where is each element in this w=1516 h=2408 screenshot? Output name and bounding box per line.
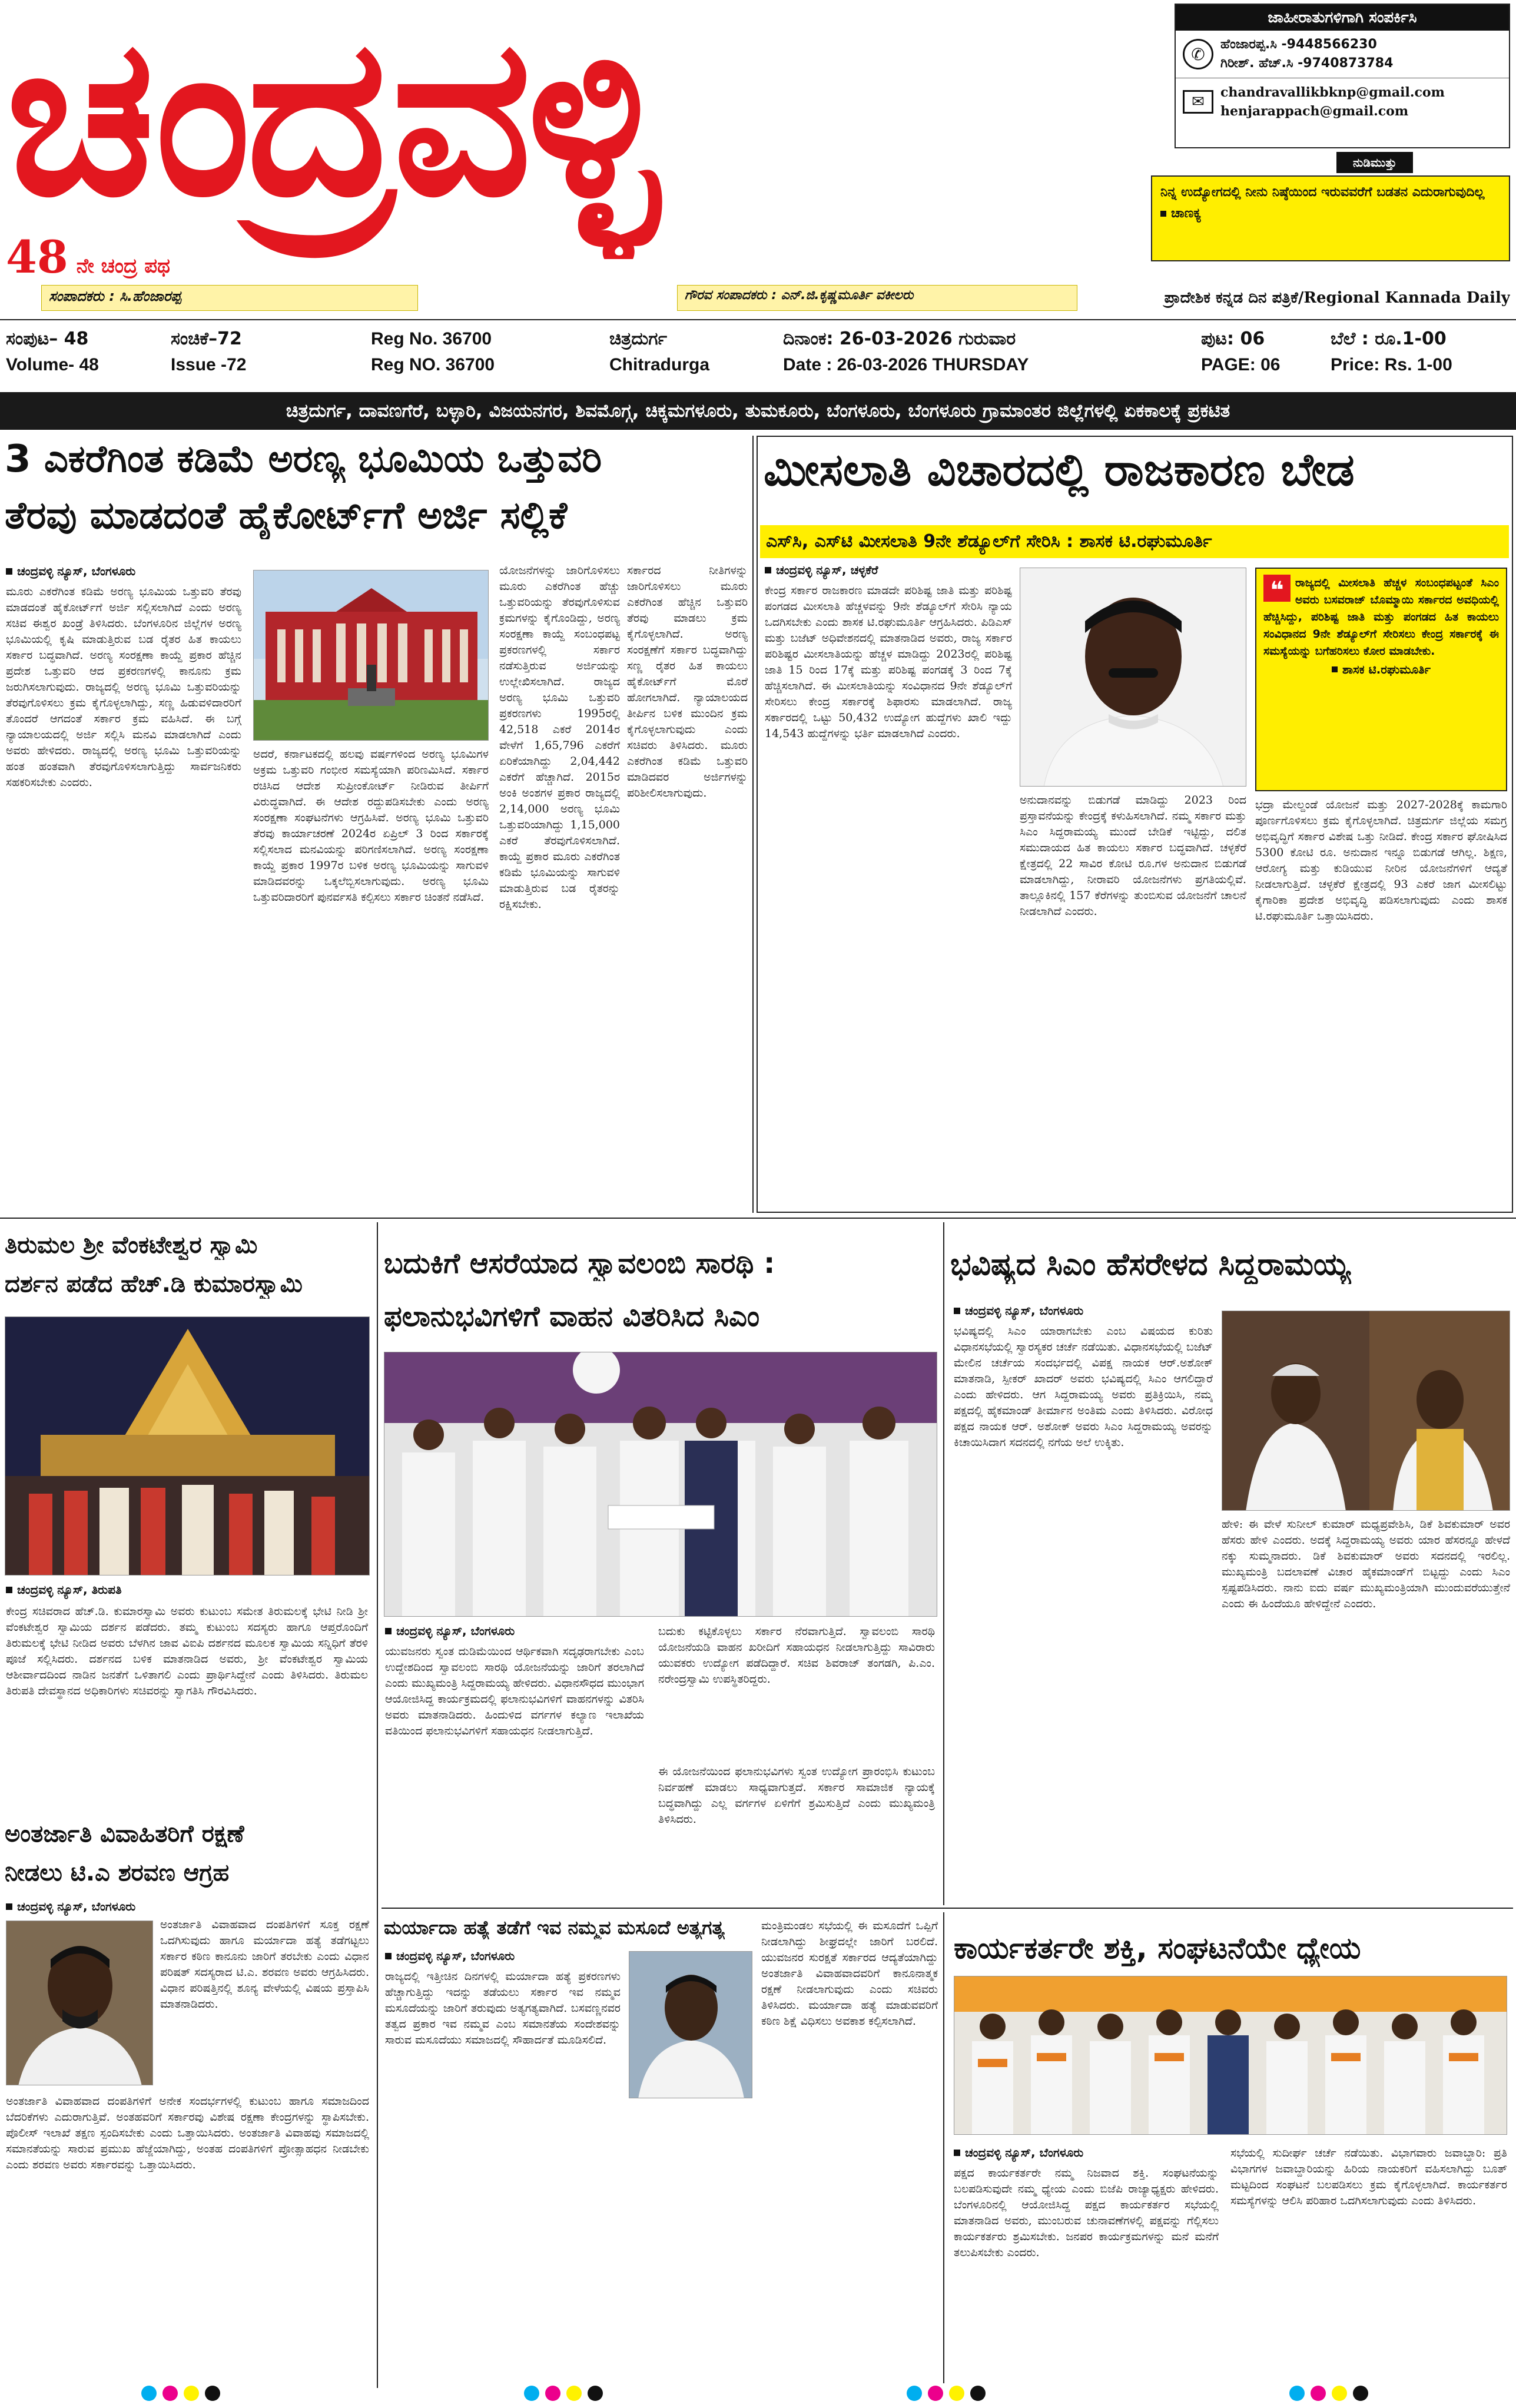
self-employment-col-3: ಈ ಯೋಜನೆಯಿಂದ ಫಲಾನುಭವಿಗಳು ಸ್ವಂತ ಉದ್ಯೋಗ ಪ್ರಾರಂಭಿಸಿ ಕುಟುಂಬ ನಿರ್ವಹಣೆ ಮಾಡಲು ಸಾಧ್ಯವಾಗುತ್ತದೆ. ಸರ್ಕಾರ ಸಾಮಾಜಿಕ ನ್ಯಾಯಕ್ಕೆ ಬದ್ಧವಾಗಿದ್ದು ಎಲ್ಲ ವರ್ಗಗಳ ಏಳಿಗೆಗೆ ಶ್ರಮಿಸುತ್ತಿದೆ ಎಂದು ಮುಖ್ಯಮಂತ್ರಿ ತಿಳಿಸಿದರು. [658, 1765, 935, 1826]
self-employment-col-1: ಯುವಜನರು ಸ್ವಂತ ದುಡಿಮೆಯಿಂದ ಆರ್ಥಿಕವಾಗಿ ಸದೃಢರಾಗಬೇಕು ಎಂಬ ಉದ್ದೇಶದಿಂದ ಸ್ವಾವಲಂಬಿ ಸಾರಥಿ ಯೋಜನೆಯನ್ನು ಜಾರಿಗೆ ತರಲಾಗಿದೆ ಎಂದು ಮುಖ್ಯಮಂತ್ರಿ ಸಿದ್ದರಾಮಯ್ಯ ಹೇಳಿದರು. ವಿಧಾನಸೌಧದ ಮುಂಭಾಗ ಆಯೋಜಿಸಿದ್ದ ಕಾರ್ಯಕ್ರಮದಲ್ಲಿ ಫಲಾನುಭವಿಗಳಿಗೆ ವಾಹನಗಳನ್ನು ವಿತರಿಸಿ ಅವರು ಮಾತನಾಡಿದರು. ಹಿಂದುಳಿದ ವರ್ಗಗಳ ಕಲ್ಯಾಣ ಇಲಾಖೆಯ ವತಿಯಿಂದ ಫಲಾನುಭವಿಗಳಿಗೆ ಸಹಾಯಧನ ನೀಡಲಾಗುತ್ತಿದೆ. [385, 1645, 644, 1737]
workers-col-2: ಸಭೆಯಲ್ಲಿ ಸುದೀರ್ಘ ಚರ್ಚೆ ನಡೆಯಿತು. ವಿಭಾಗವಾರು ಜವಾಬ್ದಾರಿ: ಪ್ರತಿ ವಿಭಾಗಗಳ ಜವಾಬ್ದಾರಿಯನ್ನು ಹಿರಿಯ ನಾಯಕರಿಗೆ ವಹಿಸಲಾಗಿದ್ದು ಬೂತ್ ಮಟ್ಟದಿಂದ ಸಂಘಟನೆ ಬಲಪಡಿಸಲು ಕ್ರಮ ಕೈಗೊಳ್ಳಲಾಗಿದೆ. ಕಾರ್ಯಕರ್ತರ ಸಮಸ್ಯೆಗಳನ್ನು ಆಲಿಸಿ ಪರಿಹಾರ ಒದಗಿಸಲಾಗುವುದು ಎಂದು ತಿಳಿಸಿದರು. [1230, 2147, 1507, 2207]
magenta-dot [928, 2386, 943, 2401]
self-employment-col-2: ಬದುಕು ಕಟ್ಟಿಕೊಳ್ಳಲು ಸರ್ಕಾರ ನೆರವಾಗುತ್ತಿದೆ. ಸ್ವಾವಲಂಬಿ ಸಾರಥಿ ಯೋಜನೆಯಡಿ ವಾಹನ ಖರೀದಿಗೆ ಸಹಾಯಧನ ನೀಡಲಾಗುತ್ತಿದ್ದು ಸಾವಿರಾರು ಯುವಕರು ಉದ್ಯೋಗ ಪಡೆದಿದ್ದಾರೆ. ಸಚಿವ ಶಿವರಾಜ್ ತಂಗಡಗಿ, ಪಿ.ಎಂ. ನರೇಂದ್ರಸ್ವಾಮಿ ಉಪಸ್ಥಿತರಿದ್ದರು. [658, 1625, 935, 1686]
price-en: Price: Rs. 1-00 [1331, 355, 1452, 374]
forest-col-1: ಮೂರು ಎಕರೆಗಿಂತ ಕಡಿಮೆ ಅರಣ್ಯ ಭೂಮಿಯ ಒತ್ತುವರಿ ತೆರವು ಮಾಡದಂತೆ ಹೈಕೋರ್ಟ್‌ಗೆ ಅರ್ಜಿ ಸಲ್ಲಿಸಲಾಗಿದೆ ಎಂದು ಅರಣ್ಯ ಸಚಿವ ಈಶ್ವರ ಖಂಡ್ರೆ ತಿಳಿಸಿದರು. ಬೆಂಗಳೂರಿನ ಜಿಲ್ಲೆಗಳ ಅರಣ್ಯ ಭೂಮಿಯಲ್ಲಿ ಕೃಷಿ ಮಾಡುತ್ತಿರುವ ಬಡ ರೈತರ ಹಿತ ಕಾಯಲು ಸರ್ಕಾರ ಬದ್ಧವಾಗಿದೆ. ಅರಣ್ಯ ಸಂರಕ್ಷಣಾ ಕಾಯ್ದೆ ಪ್ರಕಾರ ಹೆಚ್ಚಿನ ಪ್ರದೇಶ ಒತ್ತುವರಿ ಆದ ಪ್ರಕರಣಗಳಲ್ಲಿ ಕಾನೂನು ಕ್ರಮ ಜರುಗಿಸಲಾಗುವುದು. ರಾಜ್ಯದಲ್ಲಿ ಅರಣ್ಯ ಭೂಮಿ ಒತ್ತುವರಿಯನ್ನು ತೆರವುಗೊಳಿಸಲು ಕ್ರಮ ಕೈಗೊಳ್ಳಲಾಗಿದ್ದು, ಸಣ್ಣ ಹಿಡುವಳಿದಾರರಿಗೆ ತೊಂದರೆ ಆಗದಂತೆ ಸರ್ಕಾರ ಕ್ರಮ ವಹಿಸಿದೆ. ಈ ಬಗ್ಗೆ ನ್ಯಾಯಾಲಯದಲ್ಲಿ ಅರ್ಜಿ ಸಲ್ಲಿಸಿ ಮನವಿ ಮಾಡಲಾಗಿದೆ ಎಂದು ಅವರು ಹೇಳಿದರು. ರಾಜ್ಯದಲ್ಲಿ ಅರಣ್ಯ ಭೂಮಿ ಒತ್ತುವರಿಯನ್ನು ಹಂತ ಹಂತವಾಗಿ ತೆರವುಗೊಳಿಸಲಾಗುತ್ತಿದ್ದು ಸಾರ್ವಜನಿಕರು ಸಹಕರಿಸಬೇಕು ಎಂದರು. [6, 585, 241, 789]
quote-box [1151, 175, 1510, 261]
magenta-dot [545, 2386, 560, 2401]
volume-en: Volume- 48 [6, 355, 99, 374]
reg-number-2: Reg NO. 36700 [371, 355, 495, 374]
bullet-icon [1332, 666, 1338, 672]
quote-marks-icon: ❝ [1263, 575, 1291, 602]
email-icon: ✉ [1183, 90, 1213, 114]
registration-marks-right [1289, 2386, 1368, 2401]
assembly-photo [1222, 1311, 1510, 1511]
honorary-editor-box [677, 285, 1077, 311]
honor-killing-headline: ಮರ್ಯಾದಾ ಹತ್ಯೆ ತಡೆಗೆ ಇವ ನಮ್ಮವ ಮಸೂದೆ ಅತ್ಯಗತ್ಯ [384, 1916, 725, 1939]
registration-marks-center-left [524, 2386, 603, 2401]
mla-portrait-image [1020, 568, 1246, 787]
vehicle-distribution-photo [384, 1352, 937, 1617]
minister-portrait-image [629, 1952, 752, 2098]
future-cm-headline: ಭವಿಷ್ಯದ ಸಿಎಂ ಹೆಸರೇಳದ ಸಿದ್ದರಾಮಯ್ಯ [950, 1247, 1351, 1282]
reservation-headline: ಮೀಸಲಾತಿ ವಿಚಾರದಲ್ಲಿ ರಾಜಕಾರಣ ಬೇಡ [764, 443, 1355, 496]
future-cm-col-1: ಭವಿಷ್ಯದಲ್ಲಿ ಸಿಎಂ ಯಾರಾಗಬೇಕು ಎಂಬ ವಿಷಯದ ಕುರಿತು ವಿಧಾನಸಭೆಯಲ್ಲಿ ಸ್ವಾರಸ್ಯಕರ ಚರ್ಚೆ ನಡೆಯಿತು. ವಿಧಾನಸಭೆಯಲ್ಲಿ ಬಜೆಟ್ ಮೇಲಿನ ಚರ್ಚೆಯ ಸಂದರ್ಭದಲ್ಲಿ ವಿಪಕ್ಷ ನಾಯಕ ಆರ್.ಅಶೋಕ್ ಮಾತನಾಡಿ, ಸ್ಪೀಕರ್ ಖಾದರ್ ಅವರು ಭವಿಷ್ಯದಲ್ಲಿ ಸಿಎಂ ಆಗಲಿದ್ದಾರೆ ಎಂದು ಹೇಳಿದರು. ಆಗ ಸಿದ್ದರಾಮಯ್ಯ ಅವರು ಪ್ರತಿಕ್ರಿಯಿಸಿ, ನಮ್ಮ ಪಕ್ಷದಲ್ಲಿ ಹೈಕಮಾಂಡ್ ತೀರ್ಮಾನ ಅಂತಿಮ ಎಂದು ತಿಳಿಸಿದರು. ವಿರೋಧ ಪಕ್ಷದ ನಾಯಕ ಆರ್. ಅಶೋಕ್ ಅವರು ಸಿಎಂ ಸಿದ್ದರಾಮಯ್ಯ ಅವರನ್ನು ಕಿಚಾಯಿಸಿದಾಗ ಸದನದಲ್ಲಿ ನಗೆಯ ಅಲೆ ಉಕ್ಕಿತು. [954, 1325, 1213, 1449]
magenta-dot [1311, 2386, 1326, 2401]
intercaste-headline-1: ಅಂತರ್ಜಾತಿ ವಿವಾಹಿತರಿಗೆ ರಕ್ಷಣೆ [5, 1820, 244, 1848]
price-kn: ಬೆಲೆ : ರೂ.1-00 [1331, 329, 1447, 349]
masthead [0, 0, 1516, 318]
self-employment-headline-2: ಫಲಾನುಭವಿಗಳಿಗೆ ವಾಹನ ವಿತರಿಸಿದ ಸಿಎಂ [384, 1300, 760, 1333]
tagline: ಪ್ರಾದೇಶಿಕ ಕನ್ನಡ ದಿನ ಪತ್ರಿಕೆ/Regional Kannada Daily [1164, 289, 1510, 307]
future-cm-col-2: ಹೇಳಿ: ಈ ವೇಳೆ ಸುನೀಲ್ ಕುಮಾರ್ ಮಧ್ಯಪ್ರವೇಶಿಸಿ, ಡಿಕೆ ಶಿವಕುಮಾರ್ ಅವರ ಹೆಸರು ಹೇಳಿ ಎಂದರು. ಅದಕ್ಕೆ ಸಿದ್ದರಾಮಯ್ಯ ಅವರು ಯಾರ ಹೆಸರನ್ನೂ ಹೇಳದೆ ನಕ್ಕು ಸುಮ್ಮನಾದರು. ಡಿಕೆ ಶಿವಕುಮಾರ್ ಅವರು ಸದನದಲ್ಲಿ ಇರಲಿಲ್ಲ. ಮುಖ್ಯಮಂತ್ರಿ ಬದಲಾವಣೆ ವಿಚಾರ ಹೈಕಮಾಂಡ್‌ಗೆ ಬಿಟ್ಟದ್ದು ಎಂದು ಸಿಎಂ ಸ್ಪಷ್ಟಪಡಿಸಿದರು. ನಾನು ಐದು ವರ್ಷ ಮುಖ್ಯಮಂತ್ರಿಯಾಗಿ ಮುಂದುವರೆಯುತ್ತೇನೆ ಎಂದು ಈ ಹಿಂದೆಯೂ ಹೇಳಿದ್ದೇನೆ ಎಂದರು. [1222, 1518, 1510, 1610]
article-forest [0, 436, 751, 1213]
speaker-portrait-image [6, 1921, 153, 2085]
mla-photo [1020, 568, 1246, 787]
tirumala-photo [5, 1316, 370, 1576]
article-tirumala [0, 1222, 374, 1811]
forest-headline-1: 3 ಎಕರೆಗಿಂತ ಕಡಿಮೆ ಅರಣ್ಯ ಭೂಮಿಯ ಒತ್ತುವರಿ [5, 437, 602, 481]
yellow-dot [184, 2386, 199, 2401]
article-reservation [757, 436, 1513, 1213]
forest-col-3: ಯೋಜನೆಗಳನ್ನು ಜಾರಿಗೊಳಿಸಲು ಮೂರು ಎಕರೆಗಿಂತ ಹೆಚ್ಚು ಒತ್ತುವರಿಯನ್ನು ತೆರವುಗೊಳಿಸುವ ಕ್ರಮಗಳನ್ನು ಕೈಗೊಂಡಿದ್ದು, ಅರಣ್ಯ ಸಂರಕ್ಷಣಾ ಕಾಯ್ದೆ ಸಂಬಂಧಪಟ್ಟ ಪ್ರಕರಣಗಳಲ್ಲಿ ಸರ್ಕಾರ ನಡೆಸುತ್ತಿರುವ ಅರ್ಜಿಯನ್ನು ಉಲ್ಲೇಖಿಸಲಾಗಿದೆ. ರಾಜ್ಯದ ಅರಣ್ಯ ಭೂಮಿ ಒತ್ತುವರಿ ಪ್ರಕರಣಗಳು 1995ರಲ್ಲಿ 42,518 ಎಕರೆ 2014ರ ವೇಳೆಗೆ 1,65,796 ಎಕರೆಗೆ ಏರಿಕೆಯಾಗಿದ್ದು 2,04,442 ಎಕರೆಗೆ ಹೆಚ್ಚಾಗಿದೆ. 2015ರ ಅಂಕಿ ಅಂಶಗಳ ಪ್ರಕಾರ ರಾಜ್ಯದಲ್ಲಿ 2,14,000 ಅರಣ್ಯ ಭೂಮಿ ಒತ್ತುವರಿಯಾಗಿದ್ದು 1,15,000 ಎಕರೆ ತೆರವುಗೊಳಿಸಲಾಗಿದೆ. ಕಾಯ್ದೆ ಪ್ರಕಾರ ಮೂರು ಎಕರೆಗಿಂತ ಕಡಿಮೆ ಭೂಮಿಯನ್ನು ಸಾಗುವಳಿ ಮಾಡುತ್ತಿರುವ ಬಡ ರೈತರನ್ನು ರಕ್ಷಿಸಬೇಕು. [499, 564, 620, 911]
workers-headline: ಕಾರ್ಯಕರ್ತರೇ ಶಕ್ತಿ, ಸಂಘಟನೆಯೇ ಧ್ಯೇಯ [954, 1931, 1361, 1965]
black-dot [588, 2386, 603, 2401]
self-employment-byline: ಚಂದ್ರವಳ್ಳಿ ನ್ಯೂಸ್, ಬೆಂಗಳೂರು [385, 1624, 644, 1638]
issue-kn: ಸಂಚಿಕೆ–72 [171, 329, 242, 349]
pull-quote-author: ಶಾಸಕ ಟಿ.ರಘುಮೂರ್ತಿ [1342, 662, 1431, 676]
page-kn: ಪುಟ: 06 [1201, 329, 1265, 349]
workers-byline: ಚಂದ್ರವಳ್ಳಿ ನ್ಯೂಸ್, ಬೆಂಗಳೂರು [954, 2145, 1219, 2160]
cyan-dot [524, 2386, 539, 2401]
cyan-dot [907, 2386, 922, 2401]
reg-number-1: Reg No. 36700 [371, 329, 492, 349]
article-intercaste [0, 1819, 374, 2379]
cyan-dot [1289, 2386, 1305, 2401]
editor-box [41, 285, 418, 311]
black-dot [970, 2386, 986, 2401]
forest-photo [253, 570, 489, 741]
phone-1: ಹೆಂಜಾರಪ್ಪ.ಸಿ -9448566230 [1220, 37, 1377, 52]
minister-photo [629, 1951, 752, 2098]
honor-killing-col-1: ರಾಜ್ಯದಲ್ಲಿ ಇತ್ತೀಚಿನ ದಿನಗಳಲ್ಲಿ ಮರ್ಯಾದಾ ಹತ್ಯೆ ಪ್ರಕರಣಗಳು ಹೆಚ್ಚಾಗುತ್ತಿದ್ದು ಇದನ್ನು ತಡೆಯಲು ಸರ್ಕಾರ ಇವ ನಮ್ಮವ ಮಸೂದೆಯನ್ನು ಜಾರಿಗೆ ತರುವುದು ಅತ್ಯಗತ್ಯವಾಗಿದೆ. ಬಸವಣ್ಣನವರ ತತ್ವದ ಪ್ರಕಾರ ಇವ ನಮ್ಮವ ಎಂಬ ಸಮಾನತೆಯ ಸಂದೇಶವನ್ನು ಸಾರುವ ಮಸೂದೆಯು ಸಮಾಜದಲ್ಲಿ ಸೌಹಾರ್ದತೆ ಮೂಡಿಸಲಿದೆ. [385, 1970, 621, 2047]
tirumala-body: ಕೇಂದ್ರ ಸಚಿವರಾದ ಹೆಚ್.ಡಿ. ಕುಮಾರಸ್ವಾಮಿ ಅವರು ಕುಟುಂಬ ಸಮೇತ ತಿರುಮಲಕ್ಕೆ ಭೇಟಿ ನೀಡಿ ಶ್ರೀ ವೆಂಕಟೇಶ್ವರ ಸ್ವಾಮಿಯ ದರ್ಶನ ಪಡೆದರು. ತಮ್ಮ ಕುಟುಂಬ ಸದಸ್ಯರು ಹಾಗೂ ಆಪ್ತರೊಂದಿಗೆ ತಿರುಮಲಕ್ಕೆ ಭೇಟಿ ನೀಡಿದ ಅವರು ಬೆಳಗಿನ ಜಾವ ವಿಐಪಿ ದರ್ಶನದ ಮೂಲಕ ಸ್ವಾಮಿಯ ಸನ್ನಿಧಿಗೆ ತೆರಳಿ ಪೂಜೆ ಸಲ್ಲಿಸಿದರು. ದರ್ಶನದ ಬಳಿಕ ಮಾತನಾಡಿದ ಅವರು, ಶ್ರೀ ವೆಂಕಟೇಶ್ವರ ಸ್ವಾಮಿಯ ಆಶೀರ್ವಾದದಿಂದ ನಾಡಿನ ಜನತೆಗೆ ಒಳಿತಾಗಲಿ ಎಂದು ಪ್ರಾರ್ಥಿಸಿದ್ದೇನೆ ಎಂದು ತಿಳಿಸಿದರು. ತಿರುಮಲ ತಿರುಪತಿ ದೇವಸ್ಥಾನದ ಅಧಿಕಾರಿಗಳು ಸಚಿವರನ್ನು ಸ್ವಾಗತಿಸಿ ಗೌರವಿಸಿದರು. [6, 1605, 368, 1697]
assembly-speakers-image [1222, 1311, 1510, 1511]
quote-author: ಚಾಣಕ್ಯ [1171, 206, 1202, 221]
quote-label: ನುಡಿಮುತ್ತು [1336, 152, 1413, 173]
workers-col-1: ಪಕ್ಷದ ಕಾರ್ಯಕರ್ತರೇ ನಮ್ಮ ನಿಜವಾದ ಶಕ್ತಿ. ಸಂಘಟನೆಯನ್ನು ಬಲಪಡಿಸುವುದೇ ನಮ್ಮ ಧ್ಯೇಯ ಎಂದು ಬಿಜೆಪಿ ರಾಜ್ಯಾಧ್ಯಕ್ಷರು ಹೇಳಿದರು. ಬೆಂಗಳೂರಿನಲ್ಲಿ ಆಯೋಜಿಸಿದ್ದ ಪಕ್ಷದ ಕಾರ್ಯಕರ್ತರ ಸಭೆಯಲ್ಲಿ ಮಾತನಾಡಿದ ಅವರು, ಮುಂಬರುವ ಚುನಾವಣೆಗಳಲ್ಲಿ ಪಕ್ಷವನ್ನು ಗೆಲ್ಲಿಸಲು ಕಾರ್ಯಕರ್ತರು ಶ್ರಮಿಸಬೇಕು. ಜನಪರ ಕಾರ್ಯಕ್ರಮಗಳನ್ನು ಮನೆ ಮನೆಗೆ ತಲುಪಿಸಬೇಕು ಎಂದರು. [954, 2167, 1219, 2259]
article-future-cm [948, 1222, 1513, 1905]
ads-contact-box [1175, 4, 1510, 148]
magenta-dot [162, 2386, 178, 2401]
editor: ಸಂಪಾದಕರು : ಸಿ.ಹೆಂಜಾರಪ್ಪ [49, 288, 181, 304]
intercaste-byline: ಚಂದ್ರವಳ್ಳಿ ನ್ಯೂಸ್, ಬೆಂಗಳೂರು [6, 1899, 368, 1913]
edition-suffix: ನೇ ಚಂದ್ರ ಪಥ [76, 254, 170, 278]
workers-meeting-photo [954, 1976, 1507, 2135]
forest-col-4: ಸರ್ಕಾರದ ನೀತಿಗಳನ್ನು ಜಾರಿಗೊಳಿಸಲು ಮೂರು ಎಕರೆಗಿಂತ ಹೆಚ್ಚಿನ ಒತ್ತುವರಿ ತೆರವು ಮಾಡಲು ಕ್ರಮ ಕೈಗೊಳ್ಳಲಾಗಿದೆ. ಅರಣ್ಯ ಸಂರಕ್ಷಣೆಗೆ ಸರ್ಕಾರ ಬದ್ಧವಾಗಿದ್ದು ಸಣ್ಣ ರೈತರ ಹಿತ ಕಾಯಲು ಹೈಕೋರ್ಟ್‌ಗೆ ಮೊರೆ ಹೋಗಲಾಗಿದೆ. ನ್ಯಾಯಾಲಯದ ತೀರ್ಪಿನ ಬಳಿಕ ಮುಂದಿನ ಕ್ರಮ ಕೈಗೊಳ್ಳಲಾಗುವುದು ಎಂದು ಸಚಿವರು ತಿಳಿಸಿದರು. ಮೂರು ಎಕರೆಗಿಂತ ಕಡಿಮೆ ಒತ್ತುವರಿ ಮಾಡಿದವರ ಅರ್ಜಿಗಳನ್ನು ಪರಿಶೀಲಿಸಲಾಗುವುದು. [627, 564, 748, 800]
forest-headline-2: ತೆರವು ಮಾಡದಂತೆ ಹೈಕೋರ್ಟ್‌ಗೆ ಅರ್ಜಿ ಸಲ್ಲಿಕೆ [5, 494, 568, 538]
email-2[interactable]: henjarappach@gmail.com [1220, 104, 1409, 119]
party-workers-image [954, 1976, 1507, 2135]
article-workers [948, 1912, 1513, 2383]
reservation-col-3: ಭದ್ರಾ ಮೇಲ್ದಂಡೆ ಯೋಜನೆ ಮತ್ತು 2027-2028ಕ್ಕೆ ಕಾಮಗಾರಿ ಪೂರ್ಣಗೊಳಿಸಲು ಕ್ರಮ ಕೈಗೊಳ್ಳಲಾಗಿದೆ. ಚಿತ್ರದುರ್ಗ ಜಿಲ್ಲೆಯ ಸಮಗ್ರ ಅಭಿವೃದ್ಧಿಗೆ ಸರ್ಕಾರ ವಿಶೇಷ ಒತ್ತು ನೀಡಿದೆ. ಕೇಂದ್ರ ಸರ್ಕಾರ ಘೋಷಿಸಿದ 5300 ಕೋಟಿ ರೂ. ಅನುದಾನ ಇನ್ನೂ ಬಿಡುಗಡೆ ಆಗಿಲ್ಲ. ಶಿಕ್ಷಣ, ಆರೋಗ್ಯ ಮತ್ತು ಕುಡಿಯುವ ನೀರಿನ ಯೋಜನೆಗಳಿಗೆ ಆದ್ಯತೆ ನೀಡಲಾಗುತ್ತಿದೆ. ಚಳ್ಳಕೆರೆ ಕ್ಷೇತ್ರದಲ್ಲಿ 93 ಎಕರೆ ಜಾಗ ಮೀಸಲಿಟ್ಟು ಕೈಗಾರಿಕಾ ಪ್ರದೇಶ ಅಭಿವೃದ್ಧಿ ಪಡಿಸಲಾಗುವುದು ಎಂದು ಶಾಸಕ ಟಿ.ರಘುಮೂರ್ತಿ ಒತ್ತಾಯಿಸಿದರು. [1255, 798, 1507, 923]
future-cm-byline: ಚಂದ್ರವಳ್ಳಿ ನ್ಯೂಸ್, ಬೆಂಗಳೂರು [954, 1303, 1213, 1318]
districts-banner: ಚಿತ್ರದುರ್ಗ, ದಾವಣಗೆರೆ, ಬಳ್ಳಾರಿ, ವಿಜಯನಗರ, ಶಿವಮೊಗ್ಗ, ಚಿಕ್ಕಮಗಳೂರು, ತುಮಕೂರು, ಬೆಂಗಳೂರು, ಬೆಂಗಳೂರು ಗ್ರಾಮಾಂತರ ಜಿಲ್ಲೆಗಳಲ್ಲಿ ಏಕಕಾಲಕ್ಕೆ ಪ್ರಕಟಿತ [0, 392, 1516, 430]
intercaste-headline-2: ನೀಡಲು ಟಿ.ಎ ಶರವಣ ಆಗ್ರಹ [5, 1859, 230, 1886]
ads-contact-title: ಜಾಹೀರಾತುಗಳಿಗಾಗಿ ಸಂಪರ್ಕಿಸಿ [1176, 5, 1509, 31]
yellow-dot [949, 2386, 964, 2401]
whatsapp-icon: ✆ [1183, 39, 1213, 69]
date-kn: ದಿನಾಂಕ: 26-03-2026 ಗುರುವಾರ [783, 329, 1016, 349]
high-court-building-image [254, 571, 489, 741]
article-honor-killing [382, 1912, 941, 2383]
city-en: Chitradurga [609, 355, 710, 374]
pull-quote-box [1255, 568, 1507, 791]
tirumala-byline: ಚಂದ್ರವಳ್ಳಿ ನ್ಯೂಸ್, ತಿರುಪತಿ [6, 1583, 368, 1597]
newspaper-title: ಚಂದ್ರವಳ್ಳಿ [6, 0, 655, 244]
black-dot [1353, 2386, 1368, 2401]
honor-killing-byline: ಚಂದ್ರವಳ್ಳಿ ನ್ಯೂಸ್, ಬೆಂಗಳೂರು [385, 1949, 621, 1963]
city-kn: ಚಿತ್ರದುರ್ಗ [609, 329, 668, 349]
temple-visit-image [5, 1317, 370, 1576]
info-bar [0, 323, 1516, 382]
tirumala-headline-2: ದರ್ಶನ ಪಡೆದ ಹೆಚ್.ಡಿ ಕುಮಾರಸ್ವಾಮಿ [5, 1271, 303, 1298]
edition-label [6, 231, 170, 283]
reservation-subheadline: ಎಸ್‌ಸಿ, ಎಸ್‌ಟಿ ಮೀಸಲಾತಿ 9ನೇ ಶೆಡ್ಯೂಲ್‌ಗೆ ಸೇರಿಸಿ : ಶಾಸಕ ಟಿ.ರಘುಮೂರ್ತಿ [760, 525, 1509, 558]
page-en: PAGE: 06 [1201, 355, 1281, 374]
email-1[interactable]: chandravallikbknp@gmail.com [1220, 85, 1445, 100]
registration-marks-left [141, 2386, 220, 2401]
date-en: Date : 26-03-2026 THURSDAY [783, 355, 1029, 374]
pull-quote-text: ರಾಜ್ಯದಲ್ಲಿ ಮೀಸಲಾತಿ ಹೆಚ್ಚಳ ಸಂಬಂಧಪಟ್ಟಂತೆ ಸಿಎಂ ಅವರು ಬಸವರಾಜ್ ಬೊಮ್ಮಾಯಿ ಸರ್ಕಾರದ ಅವಧಿಯಲ್ಲಿ ಹೆಚ್ಚಿಸಿದ್ದು, ಪರಿಶಿಷ್ಟ ಜಾತಿ ಮತ್ತು ಪಂಗಡದ ಹಿತ ಕಾಯಲು ಸಂವಿಧಾನದ 9ನೇ ಶೆಡ್ಯೂಲ್‌ಗೆ ಸೇರಿಸಲು ಕೇಂದ್ರ ಸರ್ಕಾರಕ್ಕೆ ಈ ಸಮಸ್ಯೆಯನ್ನು ಬಗೆಹರಿಸಲು ಕೋರ ಮಾಡಬೇಕು. [1263, 576, 1499, 658]
forest-byline: ಚಂದ್ರವಳ್ಳಿ ನ್ಯೂಸ್, ಬೆಂಗಳೂರು [6, 564, 241, 578]
edition-number: 48 [6, 231, 68, 283]
volume-kn: ಸಂಪುಟ– 48 [6, 329, 89, 349]
forest-col-2: ಅದರೆ, ಕರ್ನಾಟಕದಲ್ಲಿ ಹಲವು ವರ್ಷಗಳಿಂದ ಅರಣ್ಯ ಭೂಮಿಗಳ ಅಕ್ರಮ ಒತ್ತುವರಿ ಗಂಭೀರ ಸಮಸ್ಯೆಯಾಗಿ ಪರಿಣಮಿಸಿದೆ. ಸರ್ಕಾರ ರಚಿಸಿದ ಆದೇಶ ಸುಪ್ರೀಂಕೋರ್ಟ್ ನೀಡಿರುವ ತೀರ್ಪಿಗೆ ವಿರುದ್ಧವಾಗಿದೆ. ಈ ಆದೇಶ ರದ್ದುಪಡಿಸಬೇಕು ಎಂದು ಅರಣ್ಯ ಸಂರಕ್ಷಣಾ ಸಂಘಟನೆಗಳು ಆಗ್ರಹಿಸಿವೆ. ಅರಣ್ಯ ಭೂಮಿ ಒತ್ತುವರಿ ತೆರವು ಕಾರ್ಯಾಚರಣೆ 2024ರ ಏಪ್ರಿಲ್ 3 ರಿಂದ ಸರ್ಕಾರಕ್ಕೆ ಸಲ್ಲಿಸಲಾದ ಮನವಿಯನ್ನು ಪರಿಗಣಿಸಲಾಗಿದೆ. ಅರಣ್ಯ ಸಂರಕ್ಷಣಾ ಕಾಯ್ದೆ ಪ್ರಕಾರ 1997ರ ಬಳಿಕ ಅರಣ್ಯ ಭೂಮಿಯನ್ನು ಸಾಗುವಳಿ ಮಾಡಿದವರನ್ನು ಒಕ್ಕಲೆಬ್ಬಿಸಲಾಗುವುದು. ಅರಣ್ಯ ಭೂಮಿ ಒತ್ತುವರಿದಾರರಿಗೆ ಪುನರ್ವಸತಿ ಕಲ್ಪಿಸಲು ಸರ್ಕಾರ ಚಿಂತನೆ ನಡೆಸಿದೆ. [253, 748, 489, 904]
cm-event-image [384, 1352, 937, 1617]
issue-en: Issue -72 [171, 355, 247, 374]
cyan-dot [141, 2386, 157, 2401]
honor-killing-col-2: ಮಂತ್ರಿಮಂಡಲ ಸಭೆಯಲ್ಲಿ ಈ ಮಸೂದೆಗೆ ಒಪ್ಪಿಗೆ ನೀಡಲಾಗಿದ್ದು ಶೀಘ್ರದಲ್ಲೇ ಜಾರಿಗೆ ಬರಲಿದೆ. ಯುವಜನರ ಸುರಕ್ಷತೆ ಸರ್ಕಾರದ ಆದ್ಯತೆಯಾಗಿದ್ದು ಅಂತರ್ಜಾತಿ ವಿವಾಹವಾದವರಿಗೆ ಕಾನೂನಾತ್ಮಕ ರಕ್ಷಣೆ ನೀಡಲಾಗುವುದು ಎಂದು ಸಚಿವರು ತಿಳಿಸಿದರು. ಮರ್ಯಾದಾ ಹತ್ಯೆ ಮಾಡುವವರಿಗೆ ಕಠಿಣ ಶಿಕ್ಷೆ ವಿಧಿಸಲು ಅವಕಾಶ ಕಲ್ಪಿಸಲಾಗಿದೆ. [761, 1919, 938, 2028]
article-self-employment [382, 1222, 941, 1905]
black-dot [205, 2386, 220, 2401]
sharavana-photo [6, 1921, 153, 2085]
phone-2: ಗಿರೀಶ್. ಹೆಚ್.ಸಿ -9740873784 [1220, 56, 1394, 71]
intercaste-body: ಅಂತರ್ಜಾತಿ ವಿವಾಹವಾದ ದಂಪತಿಗಳಿಗೆ ಅನೇಕ ಸಂದರ್ಭಗಳಲ್ಲಿ ಕುಟುಂಬ ಹಾಗೂ ಸಮಾಜದಿಂದ ಬೆದರಿಕೆಗಳು ಎದುರಾಗುತ್ತಿವೆ. ಅಂತಹವರಿಗೆ ಸರ್ಕಾರವು ವಿಶೇಷ ರಕ್ಷಣಾ ಕೇಂದ್ರಗಳನ್ನು ಸ್ಥಾಪಿಸಬೇಕು. ಪೊಲೀಸ್ ಇಲಾಖೆ ತಕ್ಷಣ ಸ್ಪಂದಿಸಬೇಕು ಎಂದು ಒತ್ತಾಯಿಸಿದರು. ಅಂತರ್ಜಾತಿ ವಿವಾಹವು ಸಮಾಜದಲ್ಲಿ ಸಮಾನತೆಯನ್ನು ಸಾರುವ ಪ್ರಮುಖ ಹೆಜ್ಜೆಯಾಗಿದ್ದು, ಅಂತಹ ದಂಪತಿಗಳಿಗೆ ಪ್ರೋತ್ಸಾಹಧನ ನೀಡಬೇಕು ಎಂದು ಶರವಣ ಅವರು ಸರ್ಕಾರವನ್ನು ಒತ್ತಾಯಿಸಿದರು. [6, 2095, 369, 2171]
quote-text: ನಿನ್ನ ಉದ್ಯೋಗದಲ್ಲಿ ನೀನು ನಿಷ್ಠೆಯಿಂದ ಇರುವವರೆಗೆ ಬಡತನ ಎದುರಾಗುವುದಿಲ್ಲ [1160, 185, 1485, 200]
registration-marks-center-right [907, 2386, 986, 2401]
yellow-dot [1332, 2386, 1347, 2401]
honorary-editor: ಗೌರವ ಸಂಪಾದಕರು : ಎನ್.ಜಿ.ಕೃಷ್ಣಮೂರ್ತಿ ವಕೀಲರು [685, 288, 914, 303]
reservation-col-1: ಕೇಂದ್ರ ಸರ್ಕಾರ ರಾಜಕಾರಣ ಮಾಡದೇ ಪರಿಶಿಷ್ಟ ಜಾತಿ ಮತ್ತು ಪರಿಶಿಷ್ಟ ಪಂಗಡದ ಮೀಸಲಾತಿ ಹೆಚ್ಚಳವನ್ನು 9ನೇ ಶೆಡ್ಯೂಲ್‌ಗೆ ಸೇರಿಸಿ ನ್ಯಾಯ ಒದಗಿಸಬೇಕು ಎಂದು ಶಾಸಕ ಟಿ.ರಘುಮೂರ್ತಿ ಆಗ್ರಹಿಸಿದರು. ಪಿಡಿಎಸ್ ಮತ್ತು ಬಜೆಟ್ ಅಧಿವೇಶನದಲ್ಲಿ ಮಾತನಾಡಿದ ಅವರು, ರಾಜ್ಯ ಸರ್ಕಾರ ಪರಿಶಿಷ್ಟರ ಮೀಸಲಾತಿಯನ್ನು ಹೆಚ್ಚಳ ಮಾಡಿದ್ದು 2023ರಲ್ಲಿ ಪರಿಶಿಷ್ಟ ಜಾತಿ 15 ರಿಂದ 17ಕ್ಕೆ ಮತ್ತು ಪರಿಶಿಷ್ಟ ಪಂಗಡಕ್ಕೆ 3 ರಿಂದ 7ಕ್ಕೆ ಹೆಚ್ಚಿಸಲಾಗಿದೆ. ಈ ಮೀಸಲಾತಿಯನ್ನು ಸಂವಿಧಾನದ 9ನೇ ಶೆಡ್ಯೂಲ್‌ಗೆ ಸೇರಿಸಲು ಕೇಂದ್ರ ಸರ್ಕಾರಕ್ಕೆ ಶಿಫಾರಸು ಮಾಡಲಾಗಿದೆ. ರಾಜ್ಯ ಸರ್ಕಾರದಲ್ಲಿ ಒಟ್ಟು 50,432 ಉದ್ಯೋಗ ಹುದ್ದೆಗಳು ಖಾಲಿ ಇದ್ದು 14,543 ಹುದ್ದೆಗಳನ್ನು ಭರ್ತಿ ಮಾಡಲಾಗಿದೆ ಎಂದರು. [765, 584, 1012, 740]
reservation-byline: ಚಂದ್ರವಳ್ಳಿ ನ್ಯೂಸ್, ಚಳ್ಳಕೆರೆ [765, 563, 1012, 577]
tirumala-headline-1: ತಿರುಮಲ ಶ್ರೀ ವೆಂಕಟೇಶ್ವರ ಸ್ವಾಮಿ [5, 1232, 258, 1259]
reservation-col-2: ಅನುದಾನವನ್ನು ಬಿಡುಗಡೆ ಮಾಡಿದ್ದು 2023 ರಿಂದ ಪ್ರಸ್ತಾವನೆಯನ್ನು ಕೇಂದ್ರಕ್ಕೆ ಕಳುಹಿಸಲಾಗಿದೆ. ನಮ್ಮ ಸರ್ಕಾರ ಮತ್ತು ಸಿಎಂ ಸಿದ್ದರಾಮಯ್ಯ ಮುಂದೆ ಬೇಡಿಕೆ ಇಟ್ಟಿದ್ದು, ದಲಿತ ಸಮುದಾಯದ ಹಿತ ಕಾಯಲು ಸರ್ಕಾರ ಬದ್ಧವಾಗಿದೆ. ಚಳ್ಳಕೆರೆ ಕ್ಷೇತ್ರದಲ್ಲಿ 22 ಸಾವಿರ ಕೋಟಿ ರೂ.ಗಳ ಅನುದಾನ ಬಿಡುಗಡೆ ಮಾಡಲಾಗಿದ್ದು, ನೀರಾವರಿ ಯೋಜನೆಗಳು ಪ್ರಗತಿಯಲ್ಲಿವೆ. ತಾಲ್ಲೂಕಿನಲ್ಲಿ 157 ಕೆರೆಗಳನ್ನು ತುಂಬಿಸುವ ಯೋಜನೆಗೆ ಚಾಲನೆ ನೀಡಲಾಗಿದೆ ಎಂದರು. [1020, 794, 1246, 918]
yellow-dot [566, 2386, 582, 2401]
bullet-icon [1160, 211, 1166, 217]
self-employment-headline-1: ಬದುಕಿಗೆ ಆಸರೆಯಾದ ಸ್ವಾವಲಂಬಿ ಸಾರಥಿ : [384, 1247, 775, 1280]
intercaste-body-right: ಅಂತರ್ಜಾತಿ ವಿವಾಹವಾದ ದಂಪತಿಗಳಿಗೆ ಸೂಕ್ತ ರಕ್ಷಣೆ ಒದಗಿಸುವುದು ಹಾಗೂ ಮರ್ಯಾದಾ ಹತ್ಯೆ ತಡೆಗಟ್ಟಲು ಸರ್ಕಾರ ಕಠಿಣ ಕಾನೂನು ಜಾರಿಗೆ ತರಬೇಕು ಎಂದು ವಿಧಾನ ಪರಿಷತ್ ಸದಸ್ಯರಾದ ಟಿ.ಎ. ಶರವಣ ಅವರು ಆಗ್ರಹಿಸಿದರು. ವಿಧಾನ ಪರಿಷತ್ತಿನಲ್ಲಿ ಶೂನ್ಯ ವೇಳೆಯಲ್ಲಿ ವಿಷಯ ಪ್ರಸ್ತಾಪಿಸಿ ಮಾತನಾಡಿದರು. [160, 1918, 369, 2011]
